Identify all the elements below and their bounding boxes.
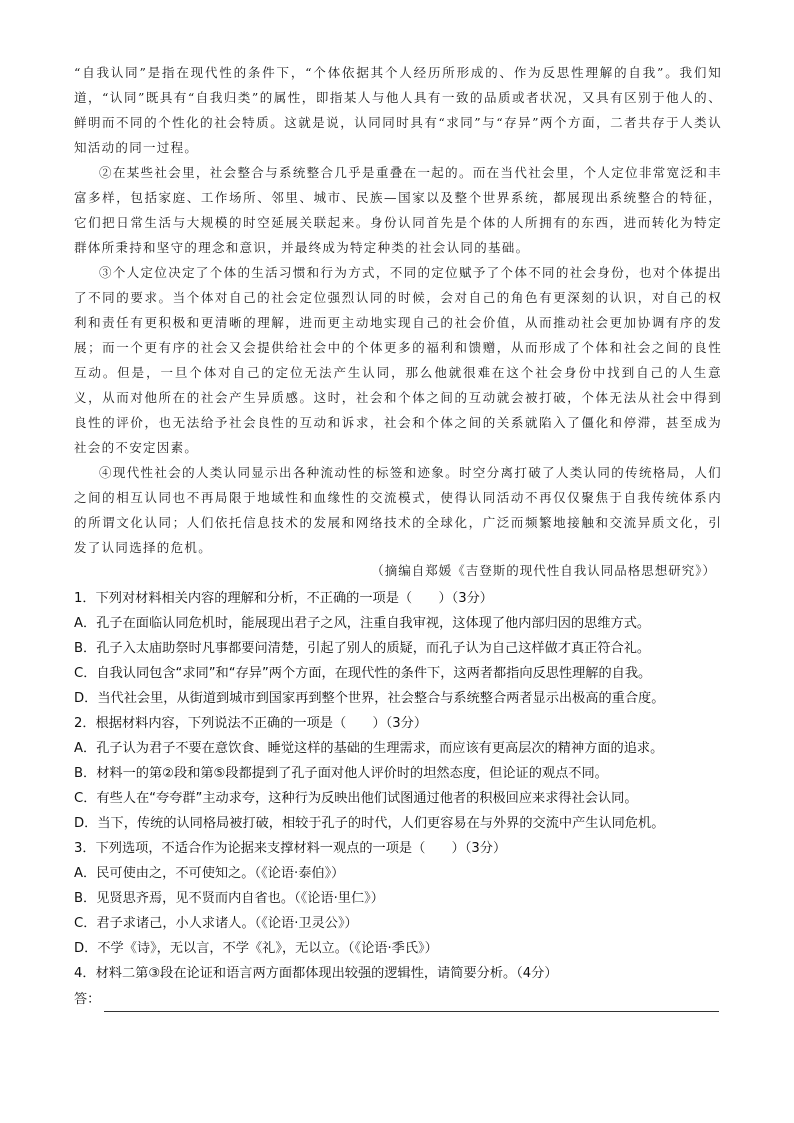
passage-paragraph-2: ②在某些社会里，社会整合与系统整合几乎是重叠在一起的。而在当代社会里，个人定位非常宽泛和丰富多样，包括家庭、工作场所、邻里、城市、民族—国家以及整个世界系统，都展现出系统整合的特征，它们把日常生活与大规模的时空延展关联起来。身份认同首先是个体的人所拥有的东西，进而转化为特定群体所秉持和坚守的理念和意识，并最终成为特定种类的社会认同的基础。 [74, 165, 722, 255]
question-2-option-a: A．孔子认为君子不要在意饮食、睡觉这样的基础的生理需求，而应该有更高层次的精神方面的追求。 [74, 741, 664, 756]
question-list [74, 586, 724, 1012]
question-4-stem: 4．材料二第③段在论证和语言两方面都体现出较强的逻辑性，请简要分析。（4分） [74, 966, 558, 981]
question-3-option-b: B．见贤思齐焉，见不贤而内自省也。（《论语·里仁》） [74, 891, 384, 906]
question-2-option-b: B．材料一的第②段和第⑤段都提到了孔子面对他人评价时的坦然态度，但论证的观点不同。 [74, 766, 608, 781]
question-1-option-c: C．自我认同包含“求同”和“存异”两个方面，在现代性的条件下，这两者都指向反思性理解的自我。 [74, 666, 652, 681]
passage-paragraph-4: ④现代性社会的人类认同显示出各种流动性的标签和迹象。时空分离打破了人类认同的传统格局，人们之间的相互认同也不再局限于地域性和血缘性的交流模式，使得认同活动不再仅仅聚焦于自我传统体系内的所谓文化认同；人们依托信息技术的发展和网络技术的全球化，广泛而频繁地接触和交流异质文化，引发了认同选择的危机。 [74, 465, 722, 555]
question-3-option-a: A．民可使由之，不可使知之。（《论语·泰伯》） [74, 866, 345, 881]
passage-paragraph-3: ③个人定位决定了个体的生活习惯和行为方式，不同的定位赋予了个体不同的社会身份，也对个体提出了不同的要求。当个体对自己的社会定位强烈认同的时候，会对自己的角色有更深刻的认识，对自己的权利和责任有更积极和更清晰的理解，进而更主动地实现自己的社会价值，从而推动社会更加协调有序的发展；而一个更有序的社会又会提供给社会中的个体更多的福利和馈赠，从而形成了个体和社会之间的良性互动。但是，一旦个体对自己的定位无法产生认同，那么他就很难在这个社会身份中找到自己的人生意义，从而对他所在的社会产生异质感。这时，社会和个体之间的互动就会被打破，个体无法从社会中得到良性的评价，也无法给予社会良性的互动和诉求，社会和个体之间的关系就陷入了僵化和停滞，甚至成为社会的不安定因素。 [74, 265, 722, 455]
question-2-option-c: C．有些人在“夸夸群”主动求夸，这种行为反映出他们试图通过他者的积极回应来求得社会认同。 [74, 791, 638, 806]
question-2-stem: 2．根据材料内容，下列说法不正确的一项是（ ）（3分） [74, 716, 428, 731]
answer-line[interactable] [104, 993, 719, 1012]
reading-passage [74, 60, 722, 560]
answer-row [74, 986, 724, 1012]
passage-source: （摘编自郑媛《吉登斯的现代性自我认同品格思想研究》） [371, 563, 716, 578]
answer-label: 答： [74, 992, 101, 1007]
question-1-stem: 1．下列对材料相关内容的理解和分析，不正确的一项是（ ）（3分） [74, 591, 493, 606]
question-1-option-b: B．孔子入太庙助祭时凡事都要问清楚，引起了别人的质疑，而孔子认为自己这样做才真正符合礼。 [74, 641, 651, 656]
question-3-option-d: D．不学《诗》，无以言，不学《礼》，无以立。（《论语·季氏》） [74, 941, 438, 956]
question-1-option-d: D．当代社会里，从街道到城市到国家再到整个世界，社会整合与系统整合两者显示出极高的重合度。 [74, 691, 665, 706]
question-3-stem: 3．下列选项，不适合作为论据来支撑材料一观点的一项是（ ）（3分） [74, 841, 507, 856]
question-2-option-d: D．当下，传统的认同格局被打破，相较于孔子的时代，人们更容易在与外界的交流中产生认同危机。 [74, 816, 665, 831]
question-1-option-a: A．孔子在面临认同危机时，能展现出君子之风，注重自我审视，这体现了他内部归因的思维方式。 [74, 616, 651, 631]
question-3-option-c: C．君子求诸己，小人求诸人。（《论语·卫灵公》） [74, 916, 358, 931]
passage-paragraph-1: “自我认同”是指在现代性的条件下，“个体依据其个人经历所形成的、作为反思性理解的自我”。我们知道，“认同”既具有“自我归类”的属性，即指某人与他人具有一致的品质或者状况，又具有区别于他人的、鲜明而不同的个性化的社会特质。这就是说，认同同时具有“求同”与“存异”两个方面，二者共存于人类认知活动的同一过程。 [74, 65, 722, 155]
